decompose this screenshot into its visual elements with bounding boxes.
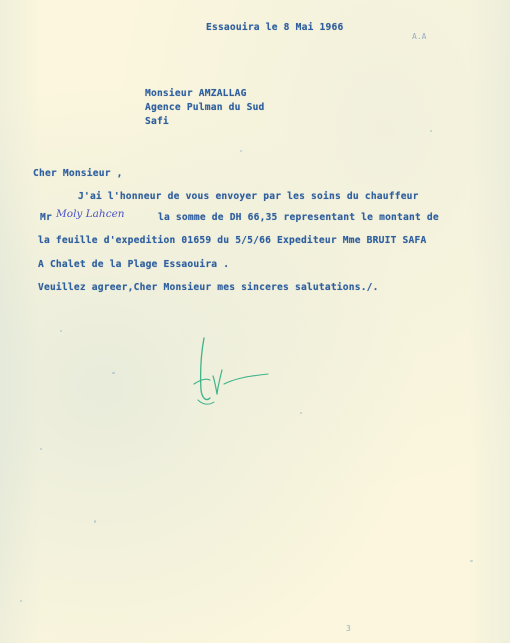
- body-line-3: la feuille d'expedition 01659 du 5/5/66 Expediteur Mme BRUIT SAFA: [38, 235, 427, 246]
- ink-speck: [112, 372, 115, 374]
- recipient-city: Safi: [145, 116, 169, 127]
- ink-speck: [94, 520, 96, 523]
- signature: [186, 332, 278, 412]
- ink-speck: [40, 448, 42, 450]
- body-line-4: A Chalet de la Plage Essaouira .: [38, 259, 230, 270]
- body-line-1: J'ai l'honneur de vous envoyer par les soins du chauffeur: [78, 191, 419, 202]
- top-right-mark: A.A: [412, 32, 427, 41]
- ink-speck: [430, 130, 432, 132]
- body-line-2: la somme de DH 66,35 representant le montant de: [158, 212, 439, 223]
- driver-name-handwritten: Moly Lahcen: [56, 208, 125, 220]
- ink-speck: [240, 150, 242, 152]
- place-date: Essaouira le 8 Mai 1966: [206, 22, 344, 33]
- salutation: Cher Monsieur ,: [33, 168, 123, 179]
- recipient-company: Agence Pulman du Sud: [145, 102, 265, 113]
- ink-speck: [20, 600, 22, 602]
- body-line-2-prefix: Mr: [40, 212, 52, 223]
- ink-speck: [300, 412, 302, 414]
- ink-speck: [60, 330, 62, 332]
- bottom-mark: 3: [346, 624, 351, 633]
- closing-line: Veuillez agreer,Cher Monsieur mes sinceres salutations./.: [38, 282, 379, 293]
- recipient-name: Monsieur AMZALLAG: [145, 88, 247, 99]
- ink-speck: [470, 560, 473, 562]
